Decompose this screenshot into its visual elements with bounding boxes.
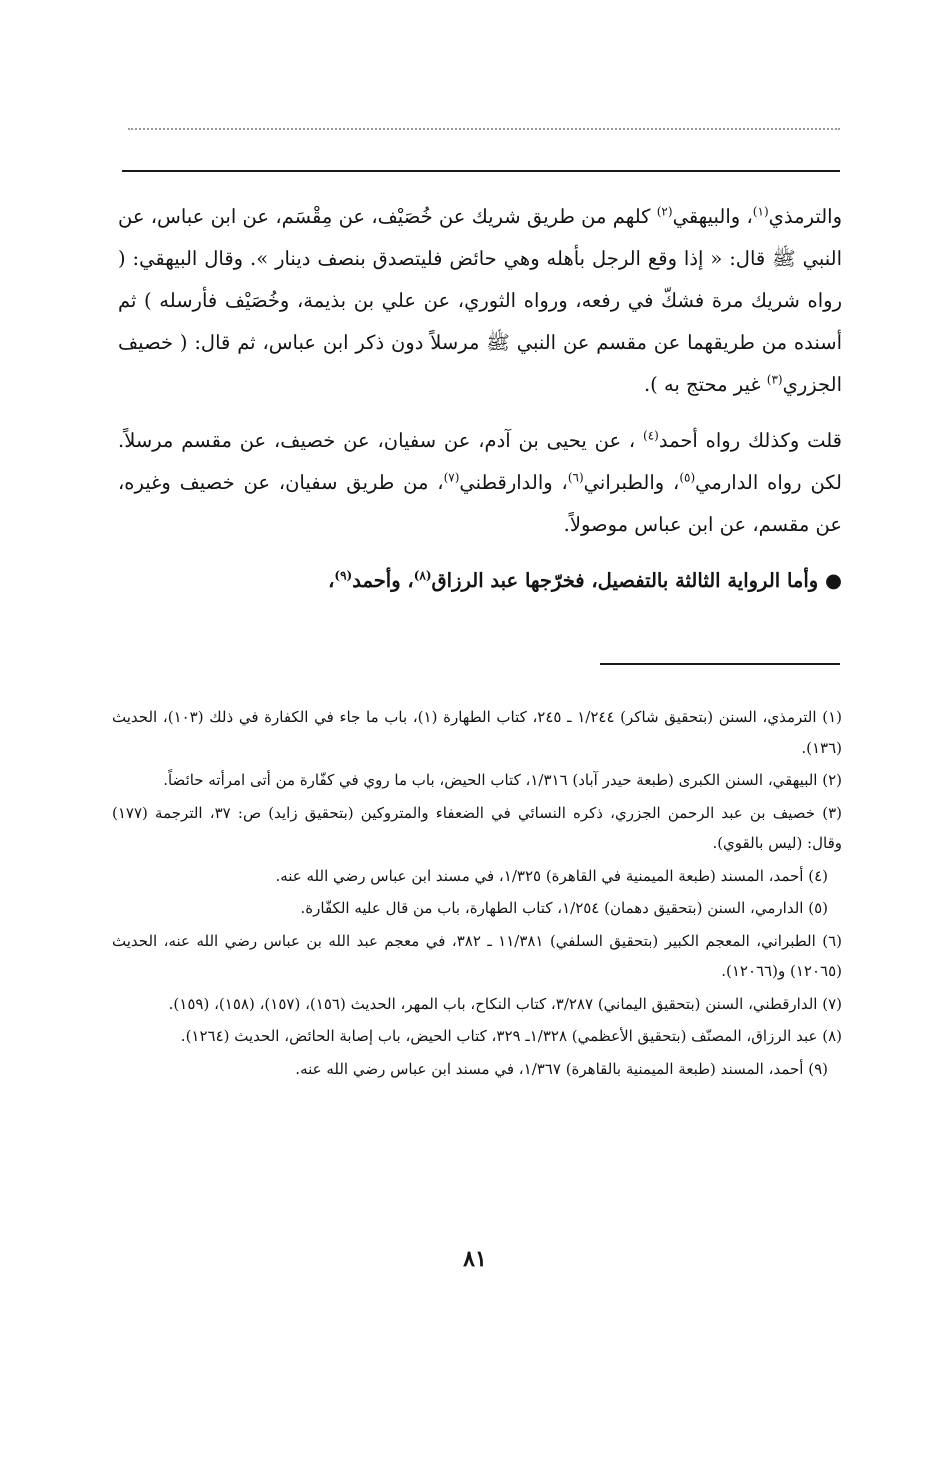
footnotes	[112, 702, 842, 1086]
text-run: ، والطبراني	[583, 471, 680, 494]
text-run: ،	[328, 569, 335, 592]
footnote-ref-8[interactable]: (٨)	[413, 568, 432, 583]
footnote-8: (٨) عبد الرزاق، المصنّف (بتحقيق الأعظمي) ١/٣٢٨ـ ٣٢٩، كتاب الحيض، باب إصابة الحائض، الحديث (١٢٦٤).	[180, 1027, 842, 1045]
text-run: غير محتج به ).	[643, 373, 767, 396]
bullet-icon: ●	[824, 569, 842, 592]
footnote-6: (٦) الطبراني، المعجم الكبير (بتحقيق السلفي) ١١/٣٨١ ـ ٣٨٢، في معجم عبد الله بن عباس رضي الله عنه، الحديث (١٢٠٦٥) و(١٢٠٦٦).	[112, 931, 842, 980]
footnote-4: (٤) أحمد، المسند (طبعة الميمنية في القاهرة) ١/٣٢٥، في مسند ابن عباس رضي الله عنه.	[275, 866, 828, 885]
footnote-ref-9[interactable]: (٩)	[334, 568, 353, 583]
text-run: كلهم من طريق شريك عن خُصَيْف، عن مِقْسَم، عن ابن عباس، عن النبي ﷺ قال: « إذا وقع الرجل بأهله وهي حائض فليتصدق بنصف دينار ». وقال البيهقي: ( رواه شريك مرة فشكّ في رفعه، ورواه الثوري، عن علي بن بذيمة، وخُصَيْف فأرسله ) ثم أسنده من طريقهما عن مقسم عن النبي ﷺ مرسلاً دون ذكر ابن عباس، ثم قال: ( خصيف الجزري	[118, 205, 842, 396]
text-run: ، والبيهقي	[672, 205, 753, 228]
paragraph-1	[118, 196, 842, 406]
text-run: وأما الرواية الثالثة بالتفصيل، فخرّجها عبد الرزاق	[431, 569, 825, 592]
paragraph-3	[118, 560, 842, 602]
footnote-ref-6[interactable]: (٦)	[567, 470, 584, 485]
footnote-ref-3[interactable]: (٣)	[766, 372, 783, 387]
footnote-ref-2[interactable]: (٢)	[656, 204, 673, 219]
footnote-9: (٩) أحمد، المسند (طبعة الميمنية بالقاهرة) ١/٣٦٧، في مسند ابن عباس رضي الله عنه.	[295, 1059, 828, 1078]
paragraph-2	[118, 420, 842, 546]
footnote-7: (٧) الدارقطني، السنن (بتحقيق اليماني) ٣/٢٨٧، كتاب النكاح، باب المهر، الحديث (١٥٦)، (١٥٧)، (١٥٨)، (١٥٩).	[168, 994, 842, 1013]
text-run: ، والدارقطني	[459, 471, 568, 494]
footnote-5: (٥) الدارمي، السنن (بتحقيق دهمان) ١/٢٥٤، كتاب الطهارة، باب من قال عليه الكفّارة.	[300, 899, 828, 917]
footnote-ref-5[interactable]: (٥)	[679, 470, 696, 485]
text-run: قلت وكذلك رواه أحمد	[658, 429, 842, 452]
footnote-ref-4[interactable]: (٤)	[643, 428, 659, 443]
footnote-ref-7[interactable]: (٧)	[443, 470, 460, 485]
footnote-ref-1[interactable]: (١)	[752, 204, 769, 219]
footnote-separator	[600, 663, 840, 665]
footnote-2: (٢) البيهقي، السنن الكبرى (طبعة حيدر آباد) ١/٣١٦، كتاب الحيض، باب ما روي في كفّارة من أتى امرأته حائضاً.	[163, 771, 842, 789]
text-run: والترمذي	[768, 205, 842, 228]
main-text	[118, 196, 842, 602]
footnote-1: (١) الترمذي، السنن (بتحقيق شاكر) ١/٢٤٤ ـ ٢٤٥، كتاب الطهارة (١)، باب ما جاء في الكفارة في ذلك (١٠٣)، الحديث (١٣٦).	[112, 708, 842, 757]
dotted-header-rule	[128, 128, 840, 130]
page-number: ٨١	[463, 1246, 487, 1272]
header-rule	[122, 170, 840, 172]
text-run: ، وأحمد	[352, 569, 414, 592]
text-run: ، عن يحيى بن آدم، عن سفيان، عن خصيف، عن مقسم مرسلاً. لكن رواه الدارمي	[118, 429, 842, 494]
footnote-3: (٣) خصيف بن عبد الرحمن الجزري، ذكره النسائي في الضعفاء والمتروكين (بتحقيق زايد) ص: ٣٧، الترجمة (١٧٧) وقال: (ليس بالقوي).	[112, 803, 842, 852]
text-run: ، من طريق سفيان، عن خصيف وغيره، عن مقسم، عن ابن عباس موصولاً.	[118, 471, 842, 536]
